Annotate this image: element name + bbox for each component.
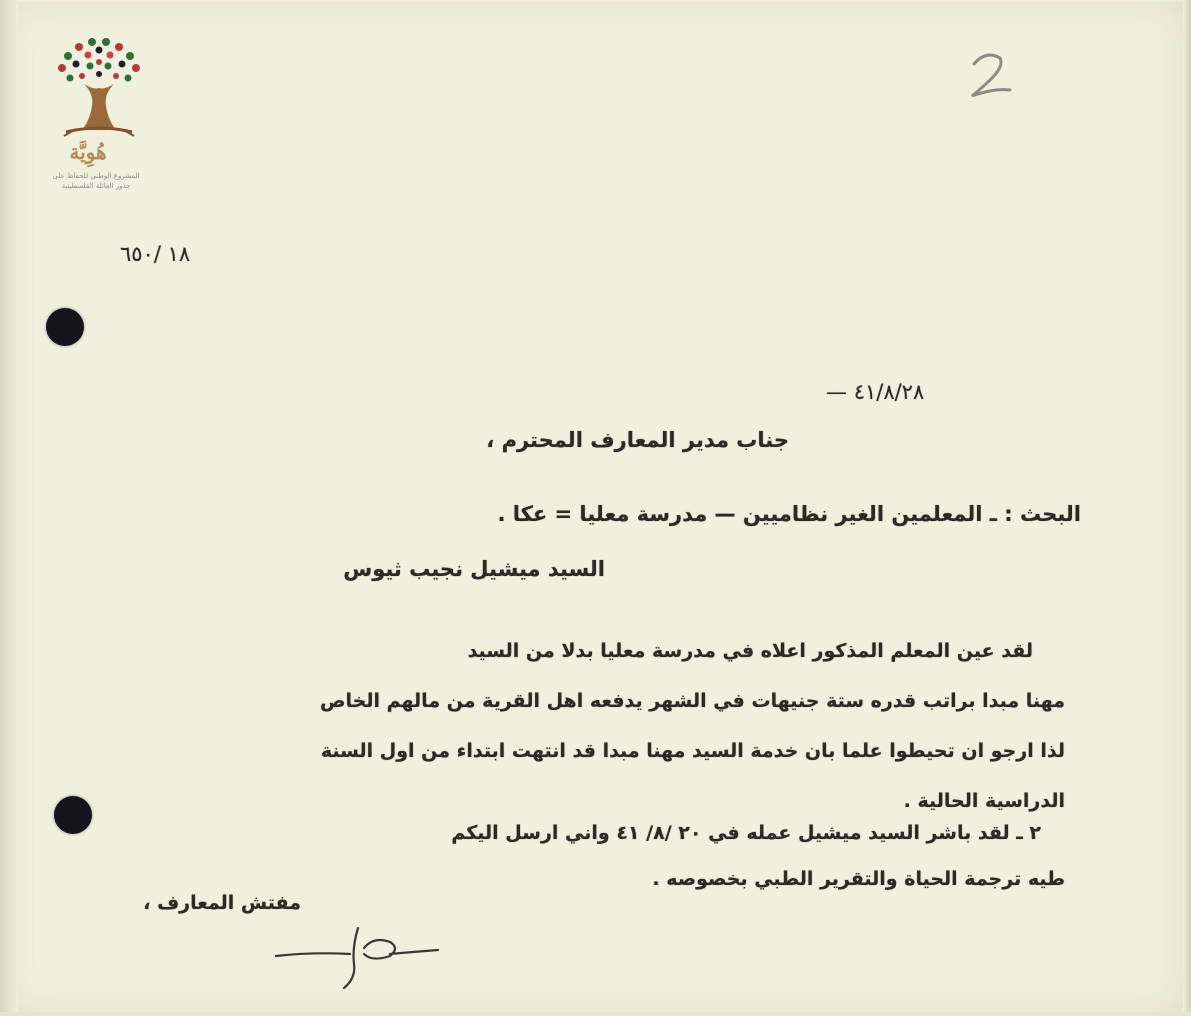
body-line-1: لقد عين المعلم المذكور اعلاه في مدرسة معليا بدلا من السيد xyxy=(467,640,1033,662)
handwritten-signature xyxy=(272,918,442,990)
logo-caption-line-2: جذور العائلة الفلسطينية xyxy=(61,182,131,190)
body-line-3: لذا ارجو ان تحيطوا علما بان خدمة السيد مهنا مبدا قد انتهت ابتداء من اول السنة xyxy=(320,740,1065,762)
body-line-5: ٢ ـ لقد باشر السيد ميشيل عمله في ٢٠ /٨/ ٤١ واني ارسل اليكم xyxy=(451,822,1041,844)
letter-date: — ٤١/٨/٢٨ xyxy=(826,380,925,404)
paper-right-edge xyxy=(1183,0,1191,1016)
body-line-6: طيه ترجمة الحياة والتقرير الطبي بخصوصه . xyxy=(652,868,1065,890)
signer-title: مفتش المعارف ، xyxy=(143,892,301,914)
subject-line-1: البحث : ـ المعلمين الغير نظاميين — مدرسة معليا = عكا . xyxy=(497,502,1081,526)
punch-hole-top xyxy=(46,308,84,346)
addressee-line: جناب مدير المعارف المحترم ، xyxy=(486,428,789,452)
body-line-2: مهنا مبدا براتب قدره ستة جنيهات في الشهر يدفعه اهل القرية من مالهم الخاص xyxy=(319,690,1065,712)
subject-line-2: السيد ميشيل نجيب ثيوس xyxy=(343,557,605,581)
paper-left-edge xyxy=(0,0,18,1016)
logo-wordmark: هُوِيَّة xyxy=(69,140,107,164)
body-line-4: الدراسية الحالية . xyxy=(903,790,1065,812)
paper-bottom-edge xyxy=(0,1012,1191,1016)
logo-caption-line-1: المشروع الوطني للحفاظ على xyxy=(52,172,140,180)
family-tree-logo-icon xyxy=(44,34,154,194)
handwritten-page-number xyxy=(948,46,1028,106)
reference-number: ١٨ /٦٥٠ xyxy=(120,242,191,266)
punch-hole-bottom xyxy=(54,796,92,834)
